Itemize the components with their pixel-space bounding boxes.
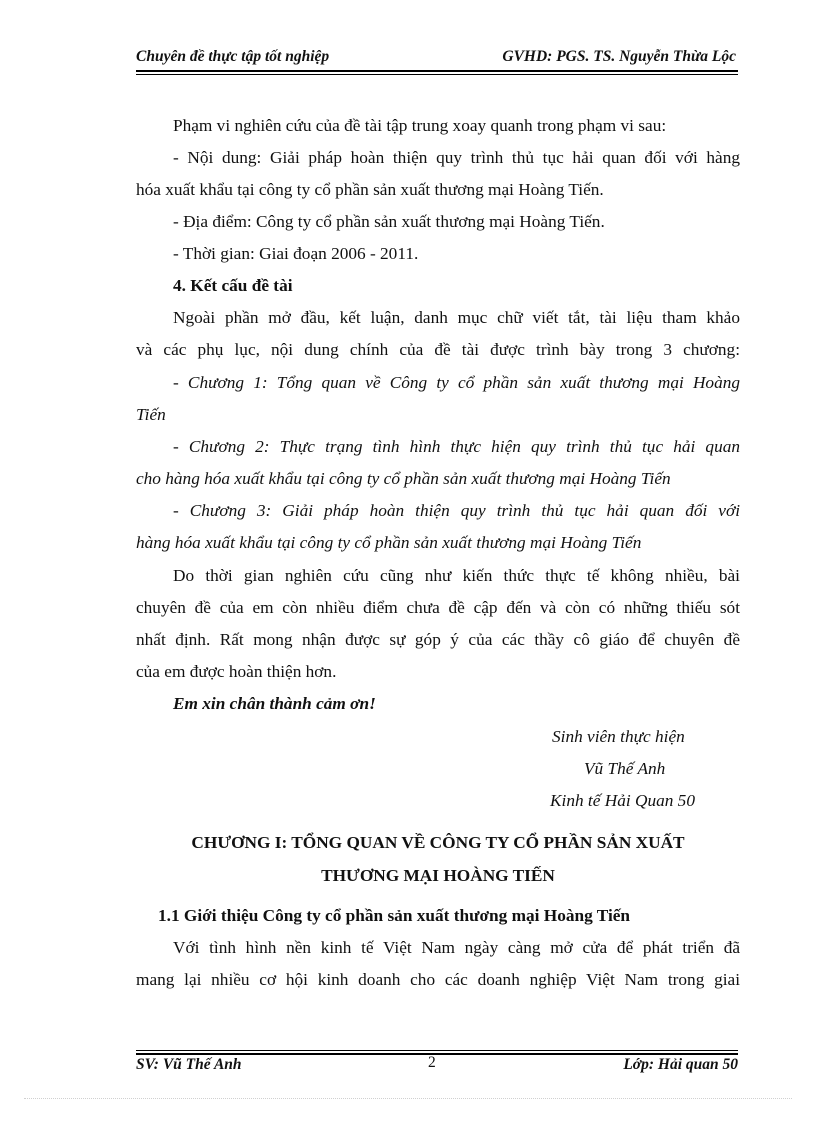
section-1-1-heading: 1.1 Giới thiệu Công ty cổ phần sản xuất thương mại Hoàng Tiến <box>158 906 631 925</box>
header-supervisor: GVHD: PGS. TS. Nguyễn Thừa Lộc <box>502 48 736 65</box>
scope-intro: Phạm vi nghiên cứu của đề tài tập trung xoay quanh trong phạm vi sau: <box>173 116 667 135</box>
chapter-2-line-2: cho hàng hóa xuất khẩu tại công ty cổ phần sản xuất thương mại Hoàng Tiến <box>136 469 671 488</box>
chapter-1-line-1: - Chương 1: Tổng quan về Công ty cổ phần sản xuất thương mại Hoàng <box>173 373 740 392</box>
structure-line-2: và các phụ lục, nội dung chính của đề tài được trình bày trong 3 chương: <box>136 340 740 359</box>
scope-place: - Địa điểm: Công ty cổ phần sản xuất thương mại Hoàng Tiến. <box>173 212 605 231</box>
section-4-heading: 4. Kết cấu đề tài <box>173 276 293 295</box>
signature-name: Vũ Thế Anh <box>584 759 666 778</box>
scope-time: - Thời gian: Giai đoạn 2006 - 2011. <box>173 244 419 263</box>
chapter-3-line-1: - Chương 3: Giải pháp hoàn thiện quy trình thủ tục hải quan đối với <box>173 501 740 520</box>
scope-content-line-2: hóa xuất khẩu tại công ty cổ phần sản xuất thương mại Hoàng Tiến. <box>136 180 604 199</box>
scope-content-line-1: - Nội dung: Giải pháp hoàn thiện quy trình thủ tục hải quan đối với hàng <box>173 148 740 167</box>
page-number: 2 <box>428 1054 436 1071</box>
intro-line-1: Với tình hình nền kinh tế Việt Nam ngày càng mở cửa để phát triển đã <box>173 938 740 957</box>
chapter-title-line-2: THƯƠNG MẠI HOÀNG TIẾN <box>321 866 555 885</box>
closing-line-4: của em được hoàn thiện hơn. <box>136 662 337 681</box>
header-left-title: Chuyên đề thực tập tốt nghiệp <box>136 48 330 65</box>
chapter-3-line-2: hàng hóa xuất khẩu tại công ty cổ phần sản xuất thương mại Hoàng Tiến <box>136 533 642 552</box>
header-divider-thick <box>136 70 738 72</box>
structure-line-1: Ngoài phần mở đầu, kết luận, danh mục chữ viết tắt, tài liệu tham khảo <box>173 308 740 327</box>
chapter-title-line-1: CHƯƠNG I: TỔNG QUAN VỀ CÔNG TY CỔ PHẦN SẢN XUẤT <box>191 833 685 852</box>
closing-line-2: chuyên đề của em còn nhiều điểm chưa đề cập đến và còn có những thiếu sót <box>136 598 740 617</box>
thanks-line: Em xin chân thành cảm ơn! <box>173 694 376 713</box>
page-footer <box>136 1056 738 1076</box>
closing-line-3: nhất định. Rất mong nhận được sự góp ý của các thầy cô giáo để chuyên đề <box>136 630 740 649</box>
closing-line-1: Do thời gian nghiên cứu cũng như kiến thức thực tế không nhiều, bài <box>173 566 740 585</box>
chapter-1-line-2: Tiến <box>136 405 166 424</box>
footer-divider-thick <box>136 1053 738 1055</box>
signature-class: Kinh tế Hải Quan 50 <box>550 791 695 810</box>
header-divider-thin <box>136 74 738 75</box>
footer-student: SV: Vũ Thế Anh <box>136 1056 242 1073</box>
intro-line-2: mang lại nhiều cơ hội kinh doanh cho các doanh nghiệp Việt Nam trong giai <box>136 970 740 989</box>
page-header <box>136 48 736 70</box>
footer-class: Lớp: Hải quan 50 <box>623 1056 738 1073</box>
page-bottom-dotted-rule <box>24 1098 792 1099</box>
signature-role: Sinh viên thực hiện <box>552 727 685 746</box>
chapter-2-line-1: - Chương 2: Thực trạng tình hình thực hiện quy trình thủ tục hải quan <box>173 437 740 456</box>
footer-divider-thin <box>136 1050 738 1051</box>
